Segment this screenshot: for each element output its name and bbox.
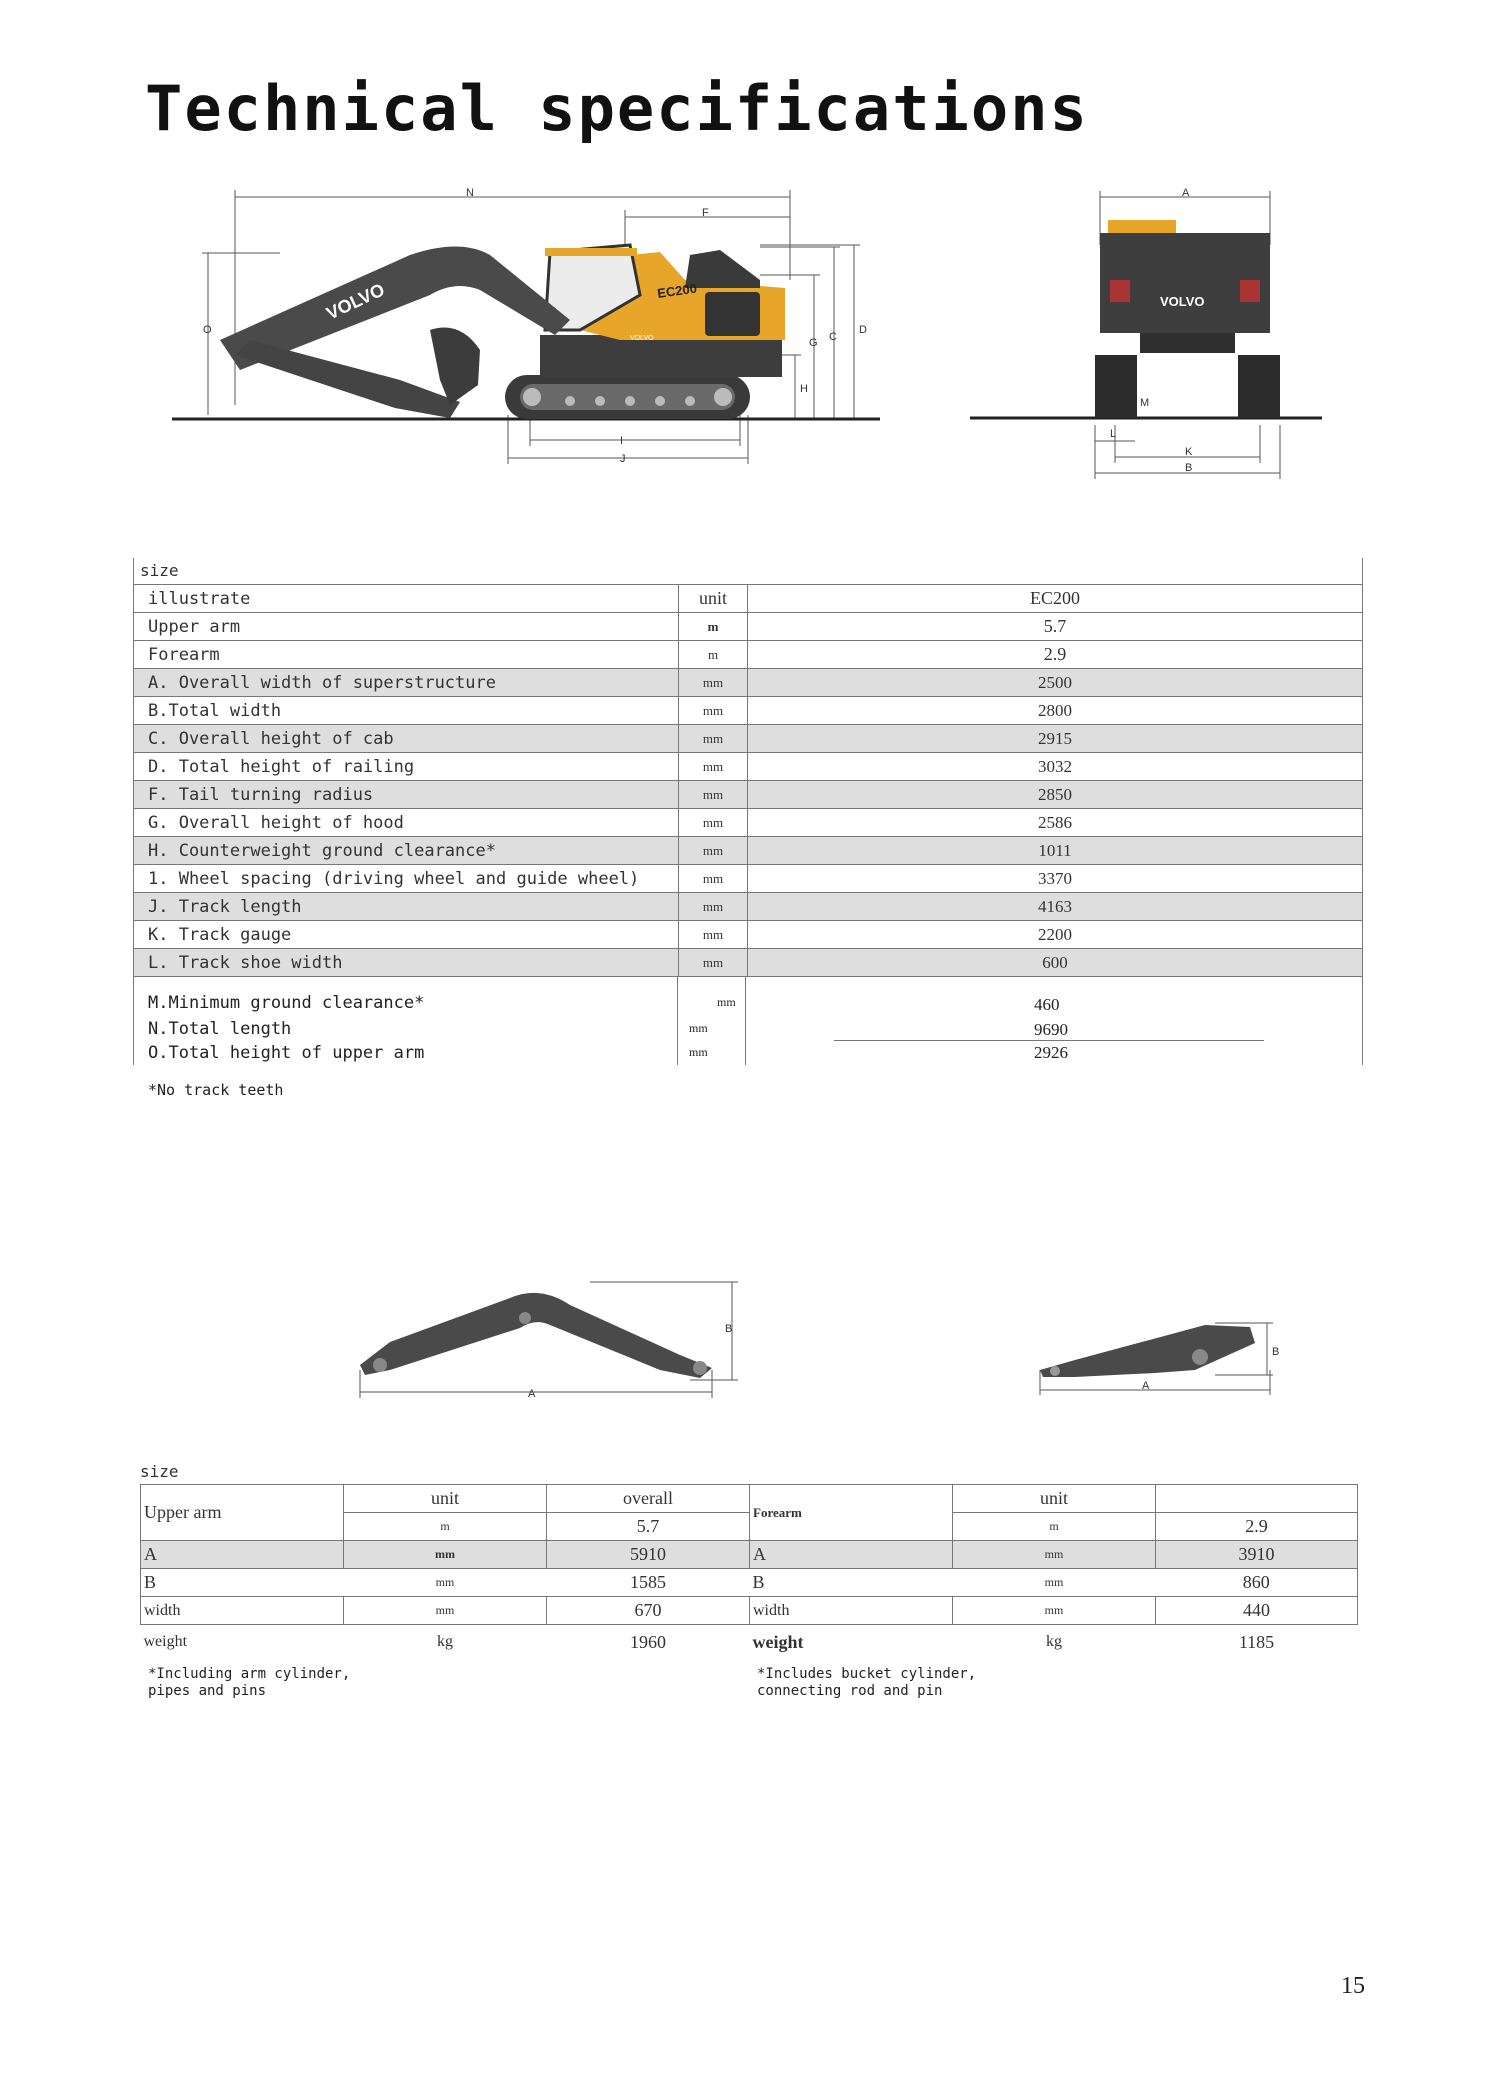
svg-text:G: G (809, 337, 818, 349)
row-value: 860 (1156, 1569, 1358, 1597)
table-final-block (133, 976, 1363, 1065)
row-label: width (141, 1597, 344, 1625)
table-row (141, 1541, 1358, 1569)
row-value: 5.7 (748, 613, 1363, 641)
row-label: C. Overall height of cab (134, 725, 679, 753)
table-row (134, 809, 1363, 837)
page-number: 15 (1341, 1973, 1365, 1999)
upper-arm-diagram (350, 1270, 750, 1405)
svg-text:M: M (1140, 397, 1150, 409)
svg-text:A: A (528, 1388, 536, 1400)
row-label: width (750, 1597, 953, 1625)
svg-text:EC200: EC200 (656, 280, 698, 301)
row-label: H. Counterweight ground clearance* (134, 837, 679, 865)
svg-text:VOLVO: VOLVO (1160, 294, 1205, 309)
svg-text:C: C (829, 331, 837, 343)
table-header-row (134, 585, 1363, 613)
row-value: 3910 (1156, 1541, 1358, 1569)
row-value: 2.9 (748, 641, 1363, 669)
table-row (134, 781, 1363, 809)
svg-text:N: N (466, 187, 474, 199)
svg-text:VOLVO: VOLVO (630, 335, 654, 342)
row-unit: mm (953, 1597, 1156, 1625)
row-value: 2850 (748, 781, 1363, 809)
row-label: A. Overall width of superstructure (134, 669, 679, 697)
row-value: 3370 (748, 865, 1363, 893)
spec-table (133, 558, 1363, 1065)
row-unit: m (344, 1513, 547, 1541)
svg-text:H: H (800, 383, 808, 395)
table-row (134, 669, 1363, 697)
row-value: 1585 (630, 1572, 666, 1592)
svg-text:D: D (859, 324, 867, 336)
excavator-rear-view-diagram (970, 185, 1330, 485)
row-unit: mm (679, 725, 748, 753)
note-line: *Including arm cylinder, (148, 1666, 351, 1682)
row-unit: mm (344, 1541, 547, 1569)
row-unit: mm (953, 1541, 1156, 1569)
spec-table-caption: size (133, 558, 1363, 584)
row-value: 9690 (1034, 1020, 1068, 1039)
row-label: O.Total height of upper arm (148, 1043, 425, 1063)
table-row (134, 613, 1363, 641)
header-label: illustrate (134, 585, 679, 613)
row-label: L. Track shoe width (134, 949, 679, 977)
svg-text:B: B (725, 1323, 733, 1335)
svg-text:B: B (1272, 1346, 1280, 1358)
table-row (134, 949, 1363, 977)
header-unit: unit (679, 585, 748, 613)
row-value: 5.7 (547, 1513, 750, 1541)
row-unit: mm (689, 1021, 708, 1035)
row-unit: mm (679, 865, 748, 893)
row-value: 4163 (748, 893, 1363, 921)
row-unit: mm (679, 837, 748, 865)
svg-text:A: A (1182, 187, 1190, 199)
row-value: 670 (547, 1597, 750, 1625)
row-value: 2915 (748, 725, 1363, 753)
row-value: 2200 (748, 921, 1363, 949)
row-unit: mm (1044, 1575, 1064, 1589)
row-value: 460 (1034, 995, 1060, 1014)
upper-value-header: overall (547, 1485, 750, 1513)
row-value: 600 (748, 949, 1363, 977)
row-unit: m (679, 641, 748, 669)
row-label: 1. Wheel spacing (driving wheel and guide wheel) (134, 865, 679, 893)
row-label: F. Tail turning radius (134, 781, 679, 809)
row-label: Upper arm (134, 613, 679, 641)
row-unit: mm (679, 893, 748, 921)
excavator-side-view-diagram (160, 180, 880, 470)
svg-text:L: L (1110, 428, 1117, 440)
header-model: EC200 (748, 585, 1363, 613)
table-row (134, 697, 1363, 725)
svg-text:K: K (1185, 446, 1193, 458)
row-unit: m (679, 613, 748, 641)
row-value: 2500 (748, 669, 1363, 697)
row-unit: mm (717, 995, 736, 1009)
row-label: B (752, 1572, 765, 1592)
table-row (134, 837, 1363, 865)
row-label: B.Total width (134, 697, 679, 725)
table-row (141, 1625, 1358, 1660)
spec-footnote: *No track teeth (148, 1081, 284, 1099)
row-label: N.Total length (148, 1019, 292, 1039)
row-label: weight (143, 1633, 188, 1650)
row-unit: kg (437, 1633, 453, 1650)
row-label: K. Track gauge (134, 921, 679, 949)
row-label: A (750, 1541, 953, 1569)
row-label: Forearm (134, 641, 679, 669)
row-unit: mm (679, 697, 748, 725)
svg-text:O: O (203, 324, 212, 336)
arm-table-caption: size (140, 1462, 179, 1481)
table-row (141, 1569, 1358, 1597)
table-row (134, 753, 1363, 781)
forearm-unit-header: unit (953, 1485, 1156, 1513)
table-row (141, 1597, 1358, 1625)
row-label: J. Track length (134, 893, 679, 921)
svg-text:VOLVO: VOLVO (323, 279, 388, 324)
table-row (141, 1485, 1358, 1513)
upper-unit-header: unit (344, 1485, 547, 1513)
svg-text:F: F (702, 207, 709, 219)
row-value: 2926 (1034, 1043, 1068, 1062)
row-unit: mm (679, 921, 748, 949)
arm-spec-table (140, 1460, 1357, 1699)
page-title: Technical specifications (145, 72, 1089, 145)
row-value: 1185 (1238, 1631, 1275, 1652)
upper-arm-note (148, 1666, 350, 1700)
row-unit: mm (679, 753, 748, 781)
upper-arm-title: Upper arm (141, 1485, 344, 1541)
empty-cell (1156, 1485, 1358, 1513)
table-row (134, 893, 1363, 921)
row-value: 1011 (748, 837, 1363, 865)
row-unit: mm (679, 809, 748, 837)
row-label: D. Total height of railing (134, 753, 679, 781)
forearm-diagram (1035, 1315, 1285, 1395)
note-line: *Includes bucket cylinder, (757, 1666, 977, 1682)
row-value: 3032 (748, 753, 1363, 781)
svg-text:I: I (620, 435, 624, 447)
row-unit: mm (679, 669, 748, 697)
table-row (134, 921, 1363, 949)
table-row (134, 865, 1363, 893)
svg-text:J: J (620, 453, 626, 465)
row-label: weight (752, 1631, 804, 1652)
row-value: 2.9 (1156, 1513, 1358, 1541)
divider (834, 1040, 1264, 1041)
row-value: 2586 (748, 809, 1363, 837)
row-unit: mm (344, 1597, 547, 1625)
note-line: connecting rod and pin (757, 1683, 943, 1699)
row-value: 440 (1156, 1597, 1358, 1625)
row-label: G. Overall height of hood (134, 809, 679, 837)
row-unit: mm (679, 949, 748, 977)
svg-text:A: A (1142, 1380, 1150, 1392)
row-unit: m (953, 1513, 1156, 1541)
row-label: A (141, 1541, 344, 1569)
svg-text:B: B (1185, 462, 1193, 474)
row-unit: mm (689, 1045, 708, 1059)
row-unit: kg (1046, 1633, 1062, 1650)
row-label: B (141, 1569, 344, 1597)
row-value: 1960 (630, 1631, 666, 1652)
row-unit: mm (435, 1575, 455, 1589)
row-value: 5910 (547, 1541, 750, 1569)
row-label: M.Minimum ground clearance* (148, 993, 425, 1013)
forearm-note (757, 1666, 976, 1700)
forearm-title: Forearm (750, 1485, 953, 1541)
row-value: 2800 (748, 697, 1363, 725)
row-unit: mm (679, 781, 748, 809)
table-row (134, 725, 1363, 753)
table-row (134, 641, 1363, 669)
note-line: pipes and pins (148, 1683, 267, 1699)
